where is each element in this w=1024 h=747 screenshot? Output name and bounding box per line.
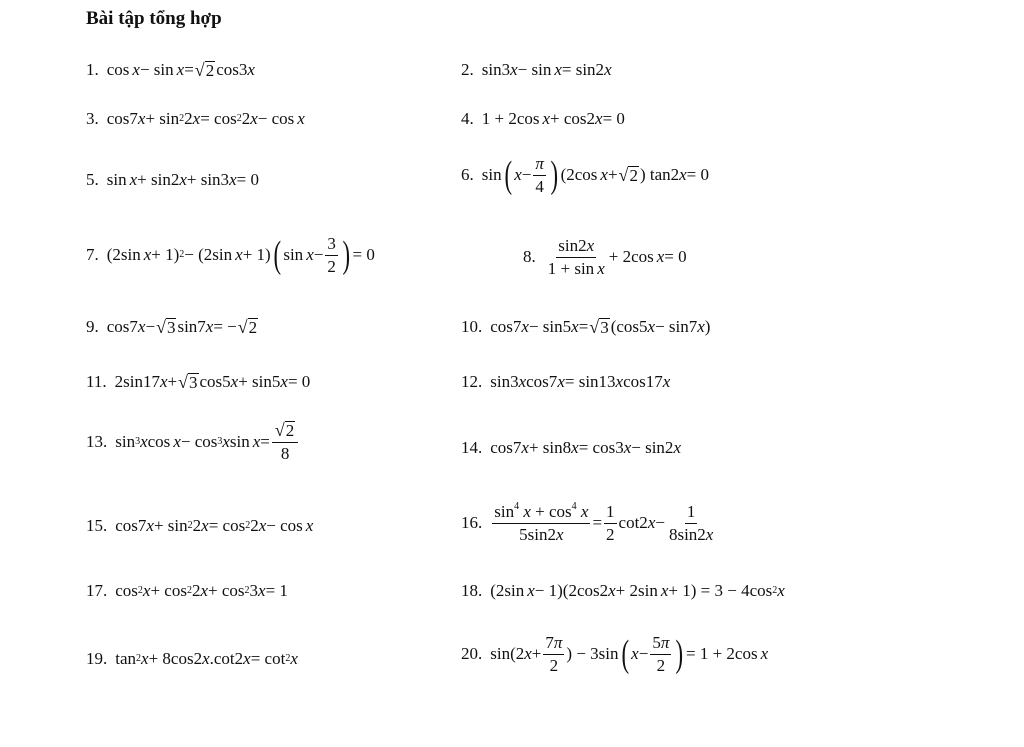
equation: cos7 x − sin5 x = √ 3 (cos5 x − sin7 x ) — [490, 316, 711, 337]
equation: cos7 x + sin 2 2 x = cos 2 2 x − cos x — [115, 516, 314, 535]
problem-number: 1. — [86, 60, 99, 79]
problem-number: 5. — [86, 170, 99, 189]
problem-number: 2. — [461, 60, 474, 79]
problem-number: 4. — [461, 109, 474, 128]
equation: cos7 x + sin 2 2 x = cos 2 2 x − cos x — [106, 109, 305, 128]
problem-11 — [86, 372, 310, 392]
equation: cos7 x − √ 3 sin7 x = − √ 2 — [106, 316, 258, 337]
equation: sin x + sin2 x + sin3 x = 0 — [106, 170, 259, 189]
problem-14 — [461, 438, 681, 458]
equation: sin3 x cos7 x = sin13 x cos17 x — [490, 372, 671, 391]
problem-number: 20. — [461, 644, 483, 664]
equation: 2sin17 x + √ 3 cos5 x + sin5 x = 0 — [114, 371, 311, 392]
problem-19 — [86, 649, 298, 669]
problem-2 — [461, 60, 612, 80]
problem-number: 17. — [86, 581, 108, 600]
problem-number: 3. — [86, 109, 99, 128]
equation: 1 + 2cos x + cos2 x = 0 — [481, 109, 625, 128]
problem-number: 15. — [86, 516, 108, 535]
problem-number: 16. — [461, 513, 483, 533]
problem-17 — [86, 581, 288, 601]
problem-number: 19. — [86, 649, 108, 668]
problem-number: 11. — [86, 372, 107, 391]
equation: $\frac{\sin 2x}{\text{1 + sin x}}$ + 2cos x = 0 — [547, 236, 687, 278]
equation: (2sin x + 1) 2 − (2sin x + 1) ( sin x − $\frac{3}{2}$ ) = 0 — [106, 234, 375, 277]
problem-number: 12. — [461, 372, 483, 391]
problem-12 — [461, 372, 670, 392]
problem-8 — [523, 236, 687, 278]
equation: sin ( x − $\frac{\pi}{4}$ ) (2cos x + √ 2 ) tan2 x = 0 — [481, 154, 710, 197]
problem-5 — [86, 170, 259, 190]
equation: cos 2 x + cos 2 2 x + cos 2 3 x = 1 — [115, 581, 288, 600]
problem-16 — [461, 502, 717, 544]
page-title: Bài tập tổng hợp — [86, 8, 222, 29]
problem-18 — [461, 581, 785, 601]
equation: cos x − sin x = √ 2 cos3 x — [106, 59, 255, 80]
equation: tan 2 x + 8cos2 x .cot2 x = cot 2 x — [115, 649, 298, 668]
problem-15 — [86, 516, 313, 536]
problem-number: 10. — [461, 317, 483, 336]
problem-6 — [461, 154, 709, 196]
problem-number: 13. — [86, 432, 108, 452]
problem-number: 9. — [86, 317, 99, 336]
problem-number: 6. — [461, 165, 474, 185]
problem-number: 18. — [461, 581, 483, 600]
equation: sin3 x − sin x = sin2 x — [481, 60, 612, 79]
problem-4 — [461, 109, 625, 129]
problem-9 — [86, 317, 259, 337]
problem-1 — [86, 60, 255, 80]
problem-20 — [461, 633, 768, 675]
equation: (2sin x − 1)(2cos2 x + 2sin x + 1) = 3 − 4cos 2 x — [490, 581, 785, 600]
problem-number: 7. — [86, 245, 99, 265]
problem-13 — [86, 421, 300, 463]
problem-number: 14. — [461, 438, 483, 457]
problem-number: 8. — [523, 247, 536, 267]
equation: sin(2 x + $\frac{7\pi}{2}$ ) − 3sin ( x − $\frac{5\pi}{2}$ ) = 1 + 2cos x — [490, 633, 769, 676]
problem-10 — [461, 317, 710, 337]
equation: sin 3 x cos x − cos 3 x sin x = √ 2 8 — [115, 421, 300, 463]
equation: $\frac{\sin^4 x + \cos^4 x}{5\sin 2x}$ = $\frac{1}{2}$ cot2 x − $\frac{1}{8\sin 2x}$ — [494, 501, 714, 544]
problem-7 — [86, 234, 375, 276]
problem-3 — [86, 109, 305, 129]
equation: cos7 x + sin8 x = cos3 x − sin2 x — [490, 438, 681, 457]
